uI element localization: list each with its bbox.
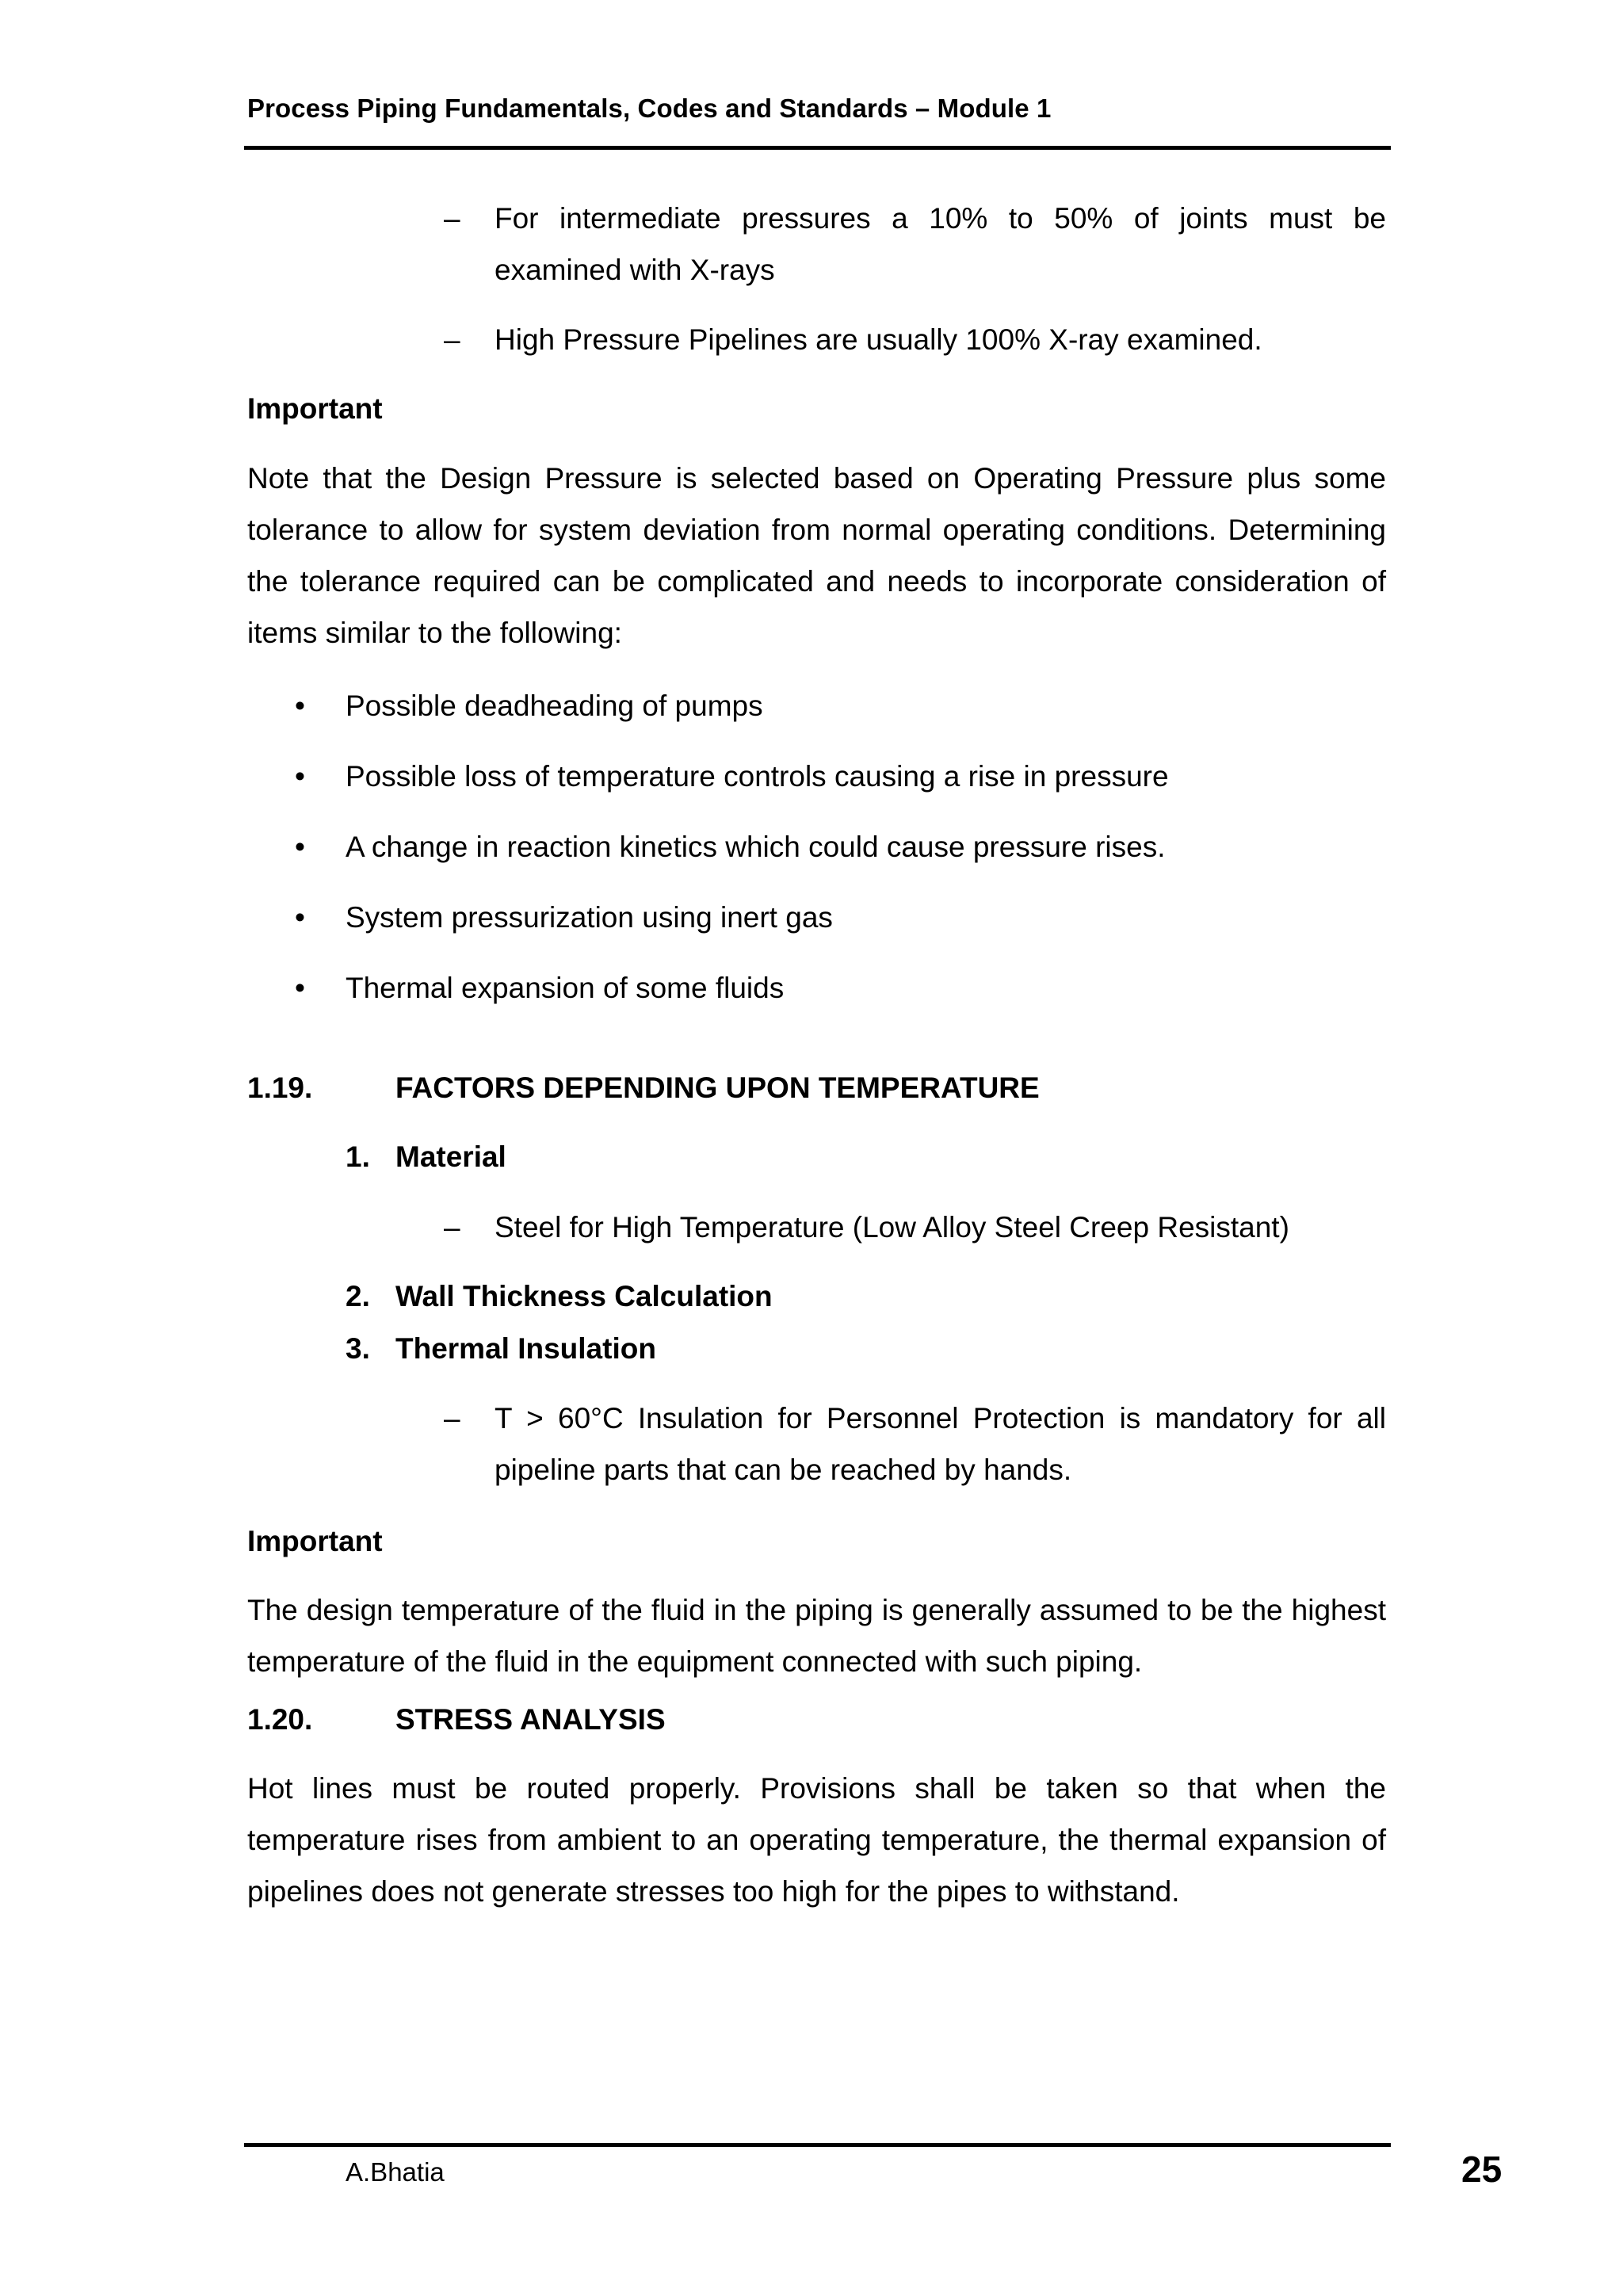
dash-item-high-pressure: High Pressure Pipelines are usually 100% X-ray examined.: [495, 323, 1262, 356]
section-title-stress-analysis: STRESS ANALYSIS: [395, 1703, 666, 1736]
important-heading-1: Important: [247, 392, 383, 425]
section-number-1-19: 1.19.: [247, 1072, 313, 1104]
design-pressure-paragraph: Note that the Design Pressure is selected based on Operating Pressure plus some tolerance to allow for system deviation from normal operating conditions. Determining the tolerance required can be complicated and needs to incorporate consideration of items similar to the following:: [247, 462, 1386, 649]
footer-author: A.Bhatia: [346, 2157, 445, 2187]
bullet-mark: •: [295, 901, 305, 934]
section-title-temperature-factors: FACTORS DEPENDING UPON TEMPERATURE: [395, 1072, 1040, 1104]
header-rule: [244, 146, 1391, 150]
footer-rule: [244, 2143, 1391, 2147]
list-item-material: Material: [395, 1140, 506, 1173]
bullet-mark: •: [295, 831, 305, 863]
dash-mark: –: [444, 1402, 460, 1435]
stress-analysis-paragraph: Hot lines must be routed properly. Provisions shall be taken so that when the temperature rises from ambient to an operating temperature, the thermal expansion of pipelines does not generate stresses too high for the pipes to withstand.: [247, 1772, 1386, 1908]
list-number: 2.: [346, 1280, 370, 1312]
bullet-mark: •: [295, 760, 305, 793]
list-item-thermal-insulation: Thermal Insulation: [395, 1332, 656, 1365]
bullet-item-deadheading: Possible deadheading of pumps: [346, 690, 763, 722]
list-item-wall-thickness: Wall Thickness Calculation: [395, 1280, 773, 1312]
bullet-item-reaction-kinetics: A change in reaction kinetics which could cause pressure rises.: [346, 831, 1166, 863]
dash-mark: –: [444, 1211, 460, 1244]
bullet-item-temperature-controls: Possible loss of temperature controls causing a rise in pressure: [346, 760, 1169, 793]
dash-mark: –: [444, 323, 460, 356]
list-number: 3.: [346, 1332, 370, 1365]
list-number: 1.: [346, 1140, 370, 1173]
bullet-mark: •: [295, 972, 305, 1004]
important-heading-2: Important: [247, 1525, 383, 1557]
bullet-item-pressurization: System pressurization using inert gas: [346, 901, 833, 934]
header-title: Process Piping Fundamentals, Codes and Standards – Module 1: [247, 94, 1052, 123]
dash-mark: –: [444, 202, 460, 235]
design-temperature-paragraph: The design temperature of the fluid in the piping is generally assumed to be the highest temperature of the fluid in the equipment connected with such piping.: [247, 1594, 1386, 1678]
dash-item-intermediate-pressures: For intermediate pressures a 10% to 50% of joints must be examined with X-rays: [495, 202, 1386, 286]
bullet-item-thermal-expansion: Thermal expansion of some fluids: [346, 972, 785, 1004]
section-number-1-20: 1.20.: [247, 1703, 313, 1736]
bullet-mark: •: [295, 690, 305, 722]
page-number: 25: [1461, 2149, 1503, 2190]
dash-item-steel-high-temperature: Steel for High Temperature (Low Alloy Steel Creep Resistant): [495, 1211, 1289, 1244]
dash-item-personnel-protection: T > 60°C Insulation for Personnel Protection is mandatory for all pipeline parts that can be reached by hands.: [495, 1402, 1386, 1486]
